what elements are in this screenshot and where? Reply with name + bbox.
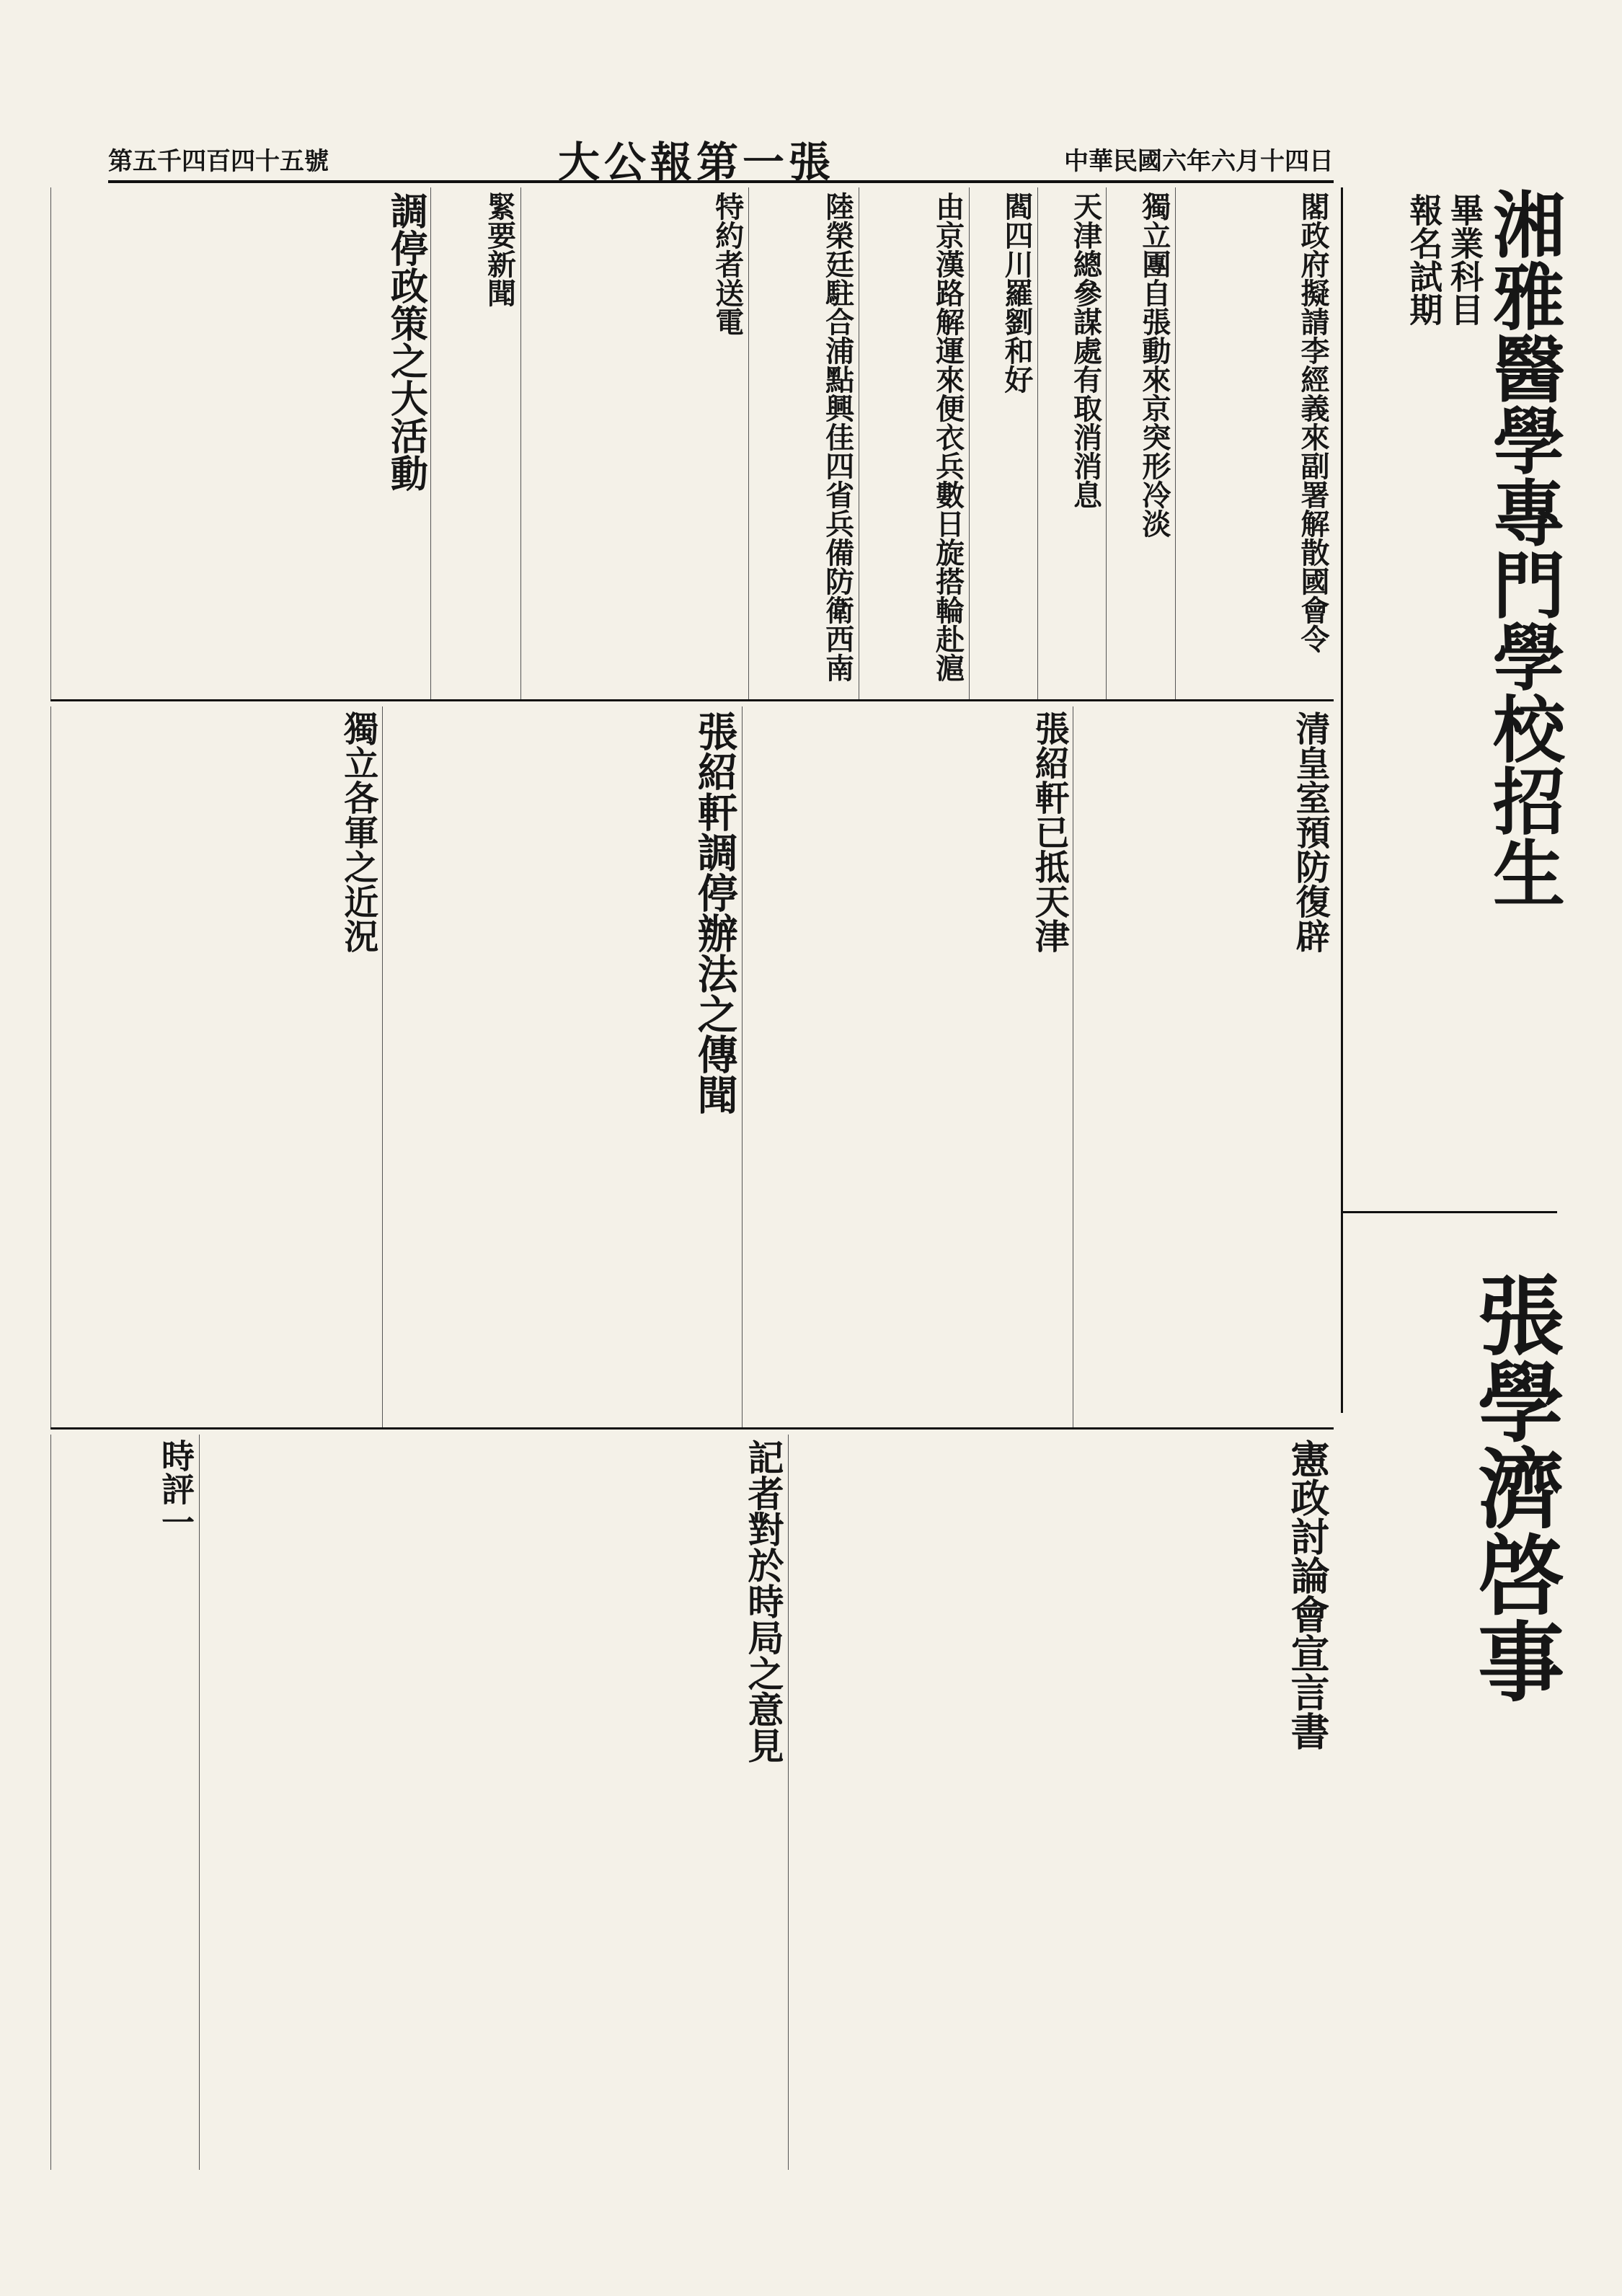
article: [742, 706, 1073, 1427]
article: [969, 187, 1037, 699]
article: [1106, 187, 1174, 699]
article-headline: 獨立各軍之近況: [337, 711, 378, 953]
masthead-title: 大公報第一張: [557, 138, 835, 187]
top-articles: [50, 187, 1334, 701]
article: [1073, 706, 1334, 1427]
article-headline: 憲政討論會宣言書: [1285, 1439, 1331, 1750]
masthead-left-info: 第五千四百四十五號: [108, 146, 329, 176]
masthead-right-info: 中華民國六年六月十四日: [1063, 146, 1334, 176]
ad-column-lower: [1341, 1211, 1565, 2150]
masthead: [108, 137, 1334, 187]
article: [50, 187, 430, 699]
article-headline: 時評一: [156, 1439, 195, 1538]
article-headline: 緊要新聞: [482, 192, 517, 307]
article-headline: 張紹軒已抵天津: [1029, 711, 1070, 953]
article-headline: 由京漢路解運來便衣兵數日旋搭輪赴滬: [931, 192, 965, 682]
article: [520, 187, 748, 699]
article-headline: 特約者送電: [710, 192, 745, 336]
article-headline: 陸榮廷駐合浦點興佳四省兵備防衛西南: [820, 192, 855, 682]
article-headline: 獨立團自張動來京突形冷淡: [1137, 192, 1171, 538]
middle-articles: [50, 706, 1334, 1430]
article-headline: 閻四川羅劉和好: [1000, 192, 1034, 394]
article: [748, 187, 859, 699]
ad-title: 湘雅醫學專門學校招生: [1481, 187, 1566, 908]
article: [382, 706, 742, 1427]
bottom-articles: [50, 1435, 1334, 2170]
article-headline: 閣政府擬請李經義來副署解散國會令: [1296, 192, 1330, 653]
article: [50, 1435, 199, 2170]
ad-subtitle-1: 畢業科目: [1445, 193, 1484, 326]
ad-title-2: 張學濟啓事: [1463, 1271, 1565, 1703]
ad-subtitle-2: 報名試期: [1404, 193, 1444, 326]
article-headline: 調停政策之大活動: [384, 192, 428, 492]
article-headline: 記者對於時局之意見: [742, 1439, 785, 1763]
article-headline: 清皇室預防復辟: [1290, 711, 1330, 953]
article: [199, 1435, 788, 2170]
article: [1037, 187, 1106, 699]
article: [50, 706, 382, 1427]
article: [788, 1435, 1334, 2170]
article-headline: 張紹軒調停辦法之傳聞: [691, 711, 739, 1114]
article-headline: 天津總參謀處有取消消息: [1068, 192, 1103, 509]
article: [1175, 187, 1334, 699]
article: [859, 187, 969, 699]
article: [430, 187, 520, 699]
